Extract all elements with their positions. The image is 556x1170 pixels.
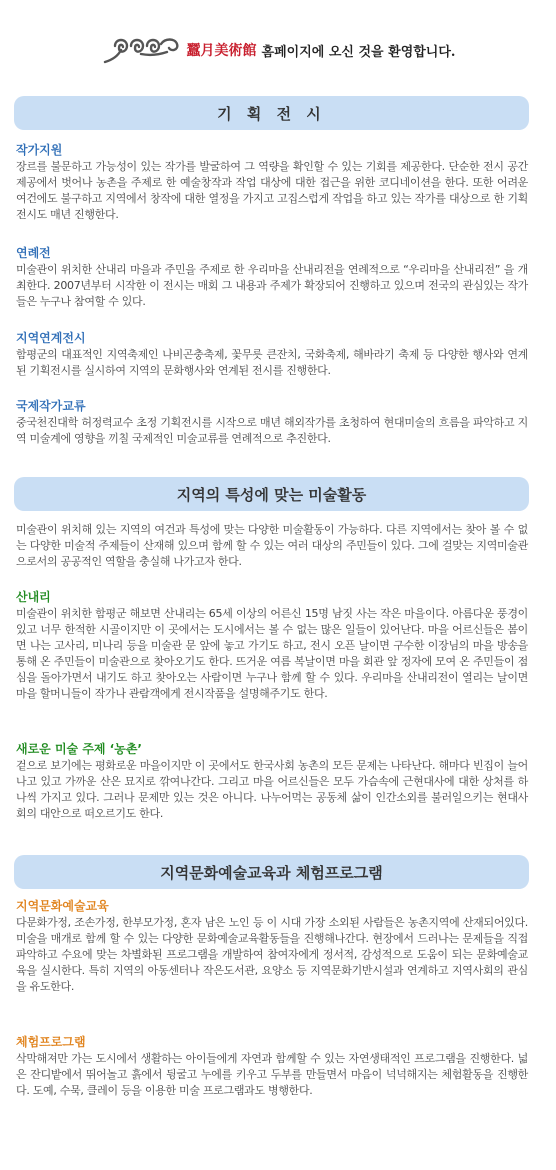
subtitle-annual-exhibition: 연례전 — [16, 246, 51, 260]
subtitle-international-exchange: 국제작가교류 — [16, 399, 86, 413]
section-banner-education: 지역문화예술교육과 체험프로그램 — [14, 855, 529, 889]
subtitle-artist-support: 작가지원 — [16, 143, 63, 157]
subtitle-experience-program: 체험프로그램 — [16, 1035, 86, 1049]
section-banner-regional-art: 지역의 특성에 맞는 미술활동 — [14, 477, 529, 511]
subtitle-regional-linked-exhibition: 지역연계전시 — [16, 331, 86, 345]
subtitle-rural-theme: 새로운 미술 주제 ‘농촌’ — [16, 742, 142, 756]
item-regional-linked-exhibition — [16, 330, 528, 379]
seal-logo-icon — [101, 32, 183, 68]
text-experience-program: 삭막해져만 가는 도시에서 생활하는 아이들에게 자연과 함께할 수 있는 자연생태적인 프로그램을 진행한다. 넓은 잔디밭에서 뛰어놀고 흙에서 뒹굴고 누에를 키우고 두부를 만들면서 마음이 넉넉해지는 체험활동을 진행한다. 도예, 수묵, 클레이 등을 이용한 미술 프로그램과도 병행한다. — [16, 1052, 528, 1097]
text-artist-support: 장르를 불문하고 가능성이 있는 작가를 발굴하여 그 역량을 확인할 수 있는 기회를 제공한다. 단순한 전시 공간 제공에서 벗어나 농촌을 주제로 한 예술창작과 작업 대상에 대한 접근을 위한 코디네이션을 한다. 또한 어려운 여건에도 불구하고 지역에서 창작에 대한 열정을 가지고 고집스럽게 작업을 하고 있는 작가를 대상으로 한 기획전시도 매년 진행한다. — [16, 160, 528, 221]
item-artist-support — [16, 142, 528, 223]
text-sannae-ri: 미술관이 위치한 함평군 해보면 산내리는 65세 이상의 어른신 15명 남짓 사는 작은 마을이다. 아름다운 풍경이 있고 너무 한적한 시골이지만 이 곳에서는 도시에서는 볼 수 없는 많은 일들이 있어난다. 마을 어르신들은 봄이면 나는 고사리, 미나리 등을 미술관 문 앞에 놓고 가기도 하고, 전시 오픈 날이면 구수한 이장님의 마을 방송을 통해 온 주민들이 미술관으로 찾아오기도 한다. 뜨거운 여름 복날이면 마을 회관 앞 정자에 모여 온 주민들이 점심을 돌아가면서 내기도 하고 찾아오는 사람이면 누구나 함께 할 수 있다. 우리마을 산내리전이 열리는 날이면 마을 할머니들이 작가나 관람객에게 전시작품을 설명해주기도 한다. — [16, 607, 528, 700]
welcome-text: 홈페이지에 오신 것을 환영합니다. — [261, 44, 456, 60]
text-regional-art-intro: 미술관이 위치해 있는 지역의 여건과 특성에 맞는 다양한 미술활동이 가능하다. 다른 지역에서는 찾아 볼 수 없는 다양한 미술적 주제들이 산재해 있으며 함께 할 수 있는 여러 대상의 주민들이 있다. 그에 걸맞는 지역미술관으로서의 공공적인 역할을 충실해 나가고자 한다. — [16, 523, 528, 568]
item-rural-theme — [16, 741, 528, 822]
item-sannae-ri — [16, 589, 528, 702]
section-banner-planned-exhibitions: 기 획 전 시 — [14, 96, 529, 130]
text-international-exchange: 중국천진대학 허정력교수 초정 기획전시를 시작으로 매년 해외작가를 초청하여 현대미술의 흐름을 파악하고 지역 미술계에 영향을 끼칠 국제적인 미술교류를 연례적으로 추진한다. — [16, 416, 528, 445]
item-culture-education — [16, 898, 528, 995]
subtitle-culture-education: 지역문화예술교육 — [16, 899, 109, 913]
item-experience-program — [16, 1034, 528, 1099]
text-annual-exhibition: 미술관이 위치한 산내리 마을과 주민을 주제로 한 우리마을 산내리전을 연례적으로 “우리마을 산내리전” 을 개최한다. 2007년부터 시작한 이 전시는 매회 그 내용과 주제가 확장되어 진행하고 있으며 전국의 관심있는 작가들은 누구나 참여할 수 있다. — [16, 263, 528, 308]
item-international-exchange — [16, 398, 528, 447]
text-regional-linked-exhibition: 함평군의 대표적인 지역축제인 나비곤충축제, 꽃무릇 큰잔치, 국화축제, 해바라기 축제 등 다양한 행사와 연계된 기획전시를 실시하여 지역의 문화행사와 연계된 전시를 진행한다. — [16, 348, 528, 377]
item-annual-exhibition — [16, 245, 528, 310]
subtitle-sannae-ri: 산내리 — [16, 590, 51, 604]
text-culture-education: 다문화가정, 조손가정, 한부모가정, 혼자 남은 노인 등 이 시대 가장 소외된 사람들은 농촌지역에 산재되어있다. 미술을 매개로 함께 할 수 있는 다양한 문화예술교육활동들을 진행해나간다. 현장에서 드러나는 문제들을 직접 파악하고 수요에 맞는 차별화된 프로그램을 개발하여 참여자에게 정서적, 감성적으로 도움이 되는 문화예술교육을 실시한다. 특히 지역의 아동센터나 작은도서관, 요양소 등 지역문화기반시설과 연계하고 지역사회의 관심을 유도한다. — [16, 916, 528, 993]
text-rural-theme: 겉으로 보기에는 평화로운 마을이지만 이 곳에서도 한국사회 농촌의 모든 문제는 나타난다. 해마다 빈집이 늘어나고 있고 가까운 산은 묘지로 깎여나간다. 그리고 마을 어르신들은 모두 가슴속에 근현대사에 대한 상처를 하나씩 가지고 있다. 그러나 문제만 있는 것은 아니다. 나누어먹는 공동체 삶이 인간소외를 불러일으키는 현대사회의 대안으로 떠오르기도 한다. — [16, 759, 528, 820]
museum-name: 蠶月美術館 — [186, 43, 257, 59]
site-header — [0, 30, 556, 70]
intro-regional-art — [16, 522, 528, 570]
